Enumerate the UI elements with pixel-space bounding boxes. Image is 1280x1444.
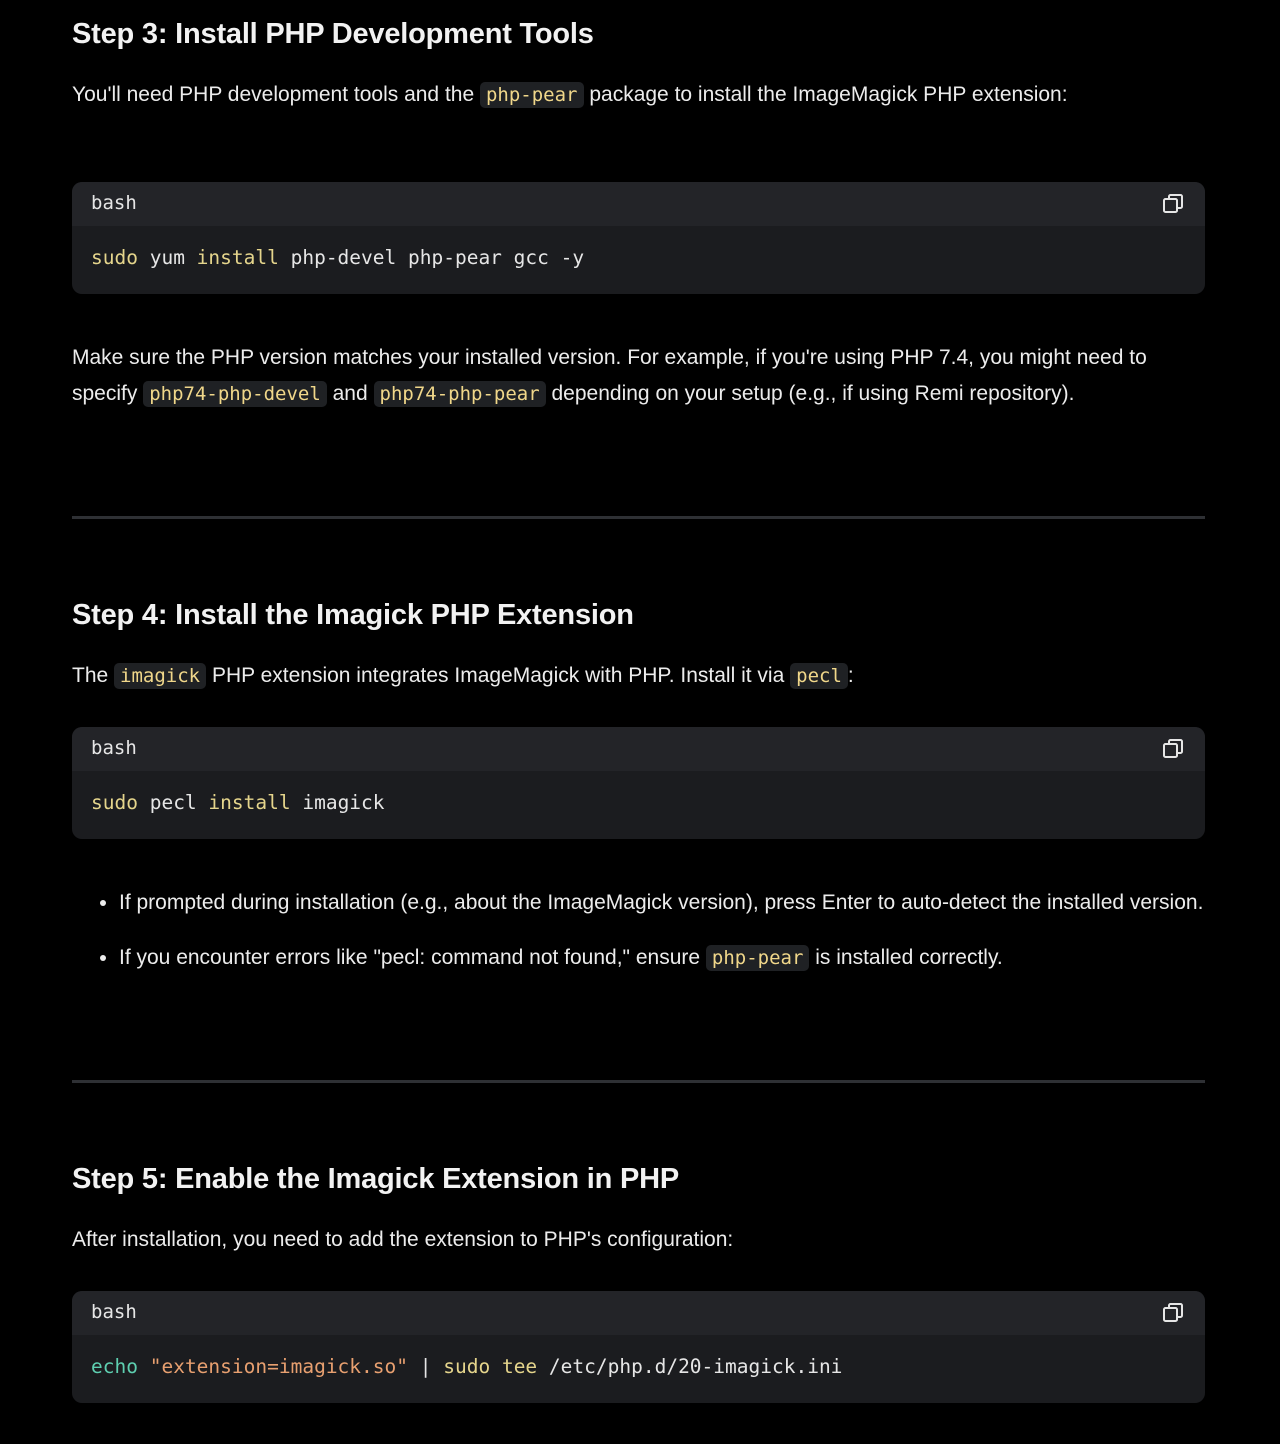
inline-code-php-pear: php-pear bbox=[480, 82, 584, 108]
list-item: • If prompted during installation (e.g., about the ImageMagick version), press Enter to auto-detect the installed version. bbox=[119, 885, 1252, 921]
code-block-step4 bbox=[72, 727, 1205, 839]
code-block-header bbox=[72, 1291, 1205, 1335]
code-block-step5 bbox=[72, 1291, 1205, 1403]
section-divider bbox=[72, 516, 1205, 519]
step5-intro: After installation, you need to add the extension to PHP's configuration: bbox=[72, 1228, 734, 1251]
code-block-body[interactable] bbox=[72, 226, 1205, 294]
code-block-body[interactable] bbox=[72, 1335, 1205, 1403]
code-block-step3 bbox=[72, 182, 1205, 294]
list-item: • If you encounter errors like "pecl: command not found," ensure php-pear is installed correctly. bbox=[119, 940, 1252, 977]
code-line: sudo pecl install imagick bbox=[91, 791, 385, 814]
step3-intro: You'll need PHP development tools and the php-pear package to install the ImageMagick PHP extension: bbox=[72, 83, 1068, 106]
inline-code-pecl: pecl bbox=[790, 663, 848, 689]
code-block-header bbox=[72, 727, 1205, 771]
step4-intro: The imagick PHP extension integrates ImageMagick with PHP. Install it via pecl : bbox=[72, 664, 854, 687]
code-block-header bbox=[72, 182, 1205, 226]
step3-heading: Step 3: Install PHP Development Tools bbox=[72, 18, 594, 50]
step4-bullet-list bbox=[72, 885, 1252, 976]
copy-icon[interactable] bbox=[1161, 737, 1185, 761]
step4-heading: Step 4: Install the Imagick PHP Extension bbox=[72, 599, 634, 631]
code-line: sudo yum install php-devel php-pear gcc -y bbox=[91, 246, 585, 269]
step3-note: Make sure the PHP version matches your installed version. For example, if you're using PHP 7.4, you might need to specify php74-php-devel and php74-php-pear depending on your setup (e.g., if using Remi repository). bbox=[72, 346, 1147, 405]
code-language-label: bash bbox=[91, 1301, 137, 1323]
code-language-label: bash bbox=[91, 192, 137, 214]
copy-icon[interactable] bbox=[1161, 1301, 1185, 1325]
section-divider bbox=[72, 1080, 1205, 1083]
step5-heading: Step 5: Enable the Imagick Extension in PHP bbox=[72, 1163, 679, 1195]
code-block-body[interactable] bbox=[72, 771, 1205, 839]
inline-code-php74-php-devel: php74-php-devel bbox=[143, 381, 327, 407]
inline-code-php-pear: php-pear bbox=[706, 945, 810, 971]
code-line: echo "extension=imagick.so" | sudo tee /etc/php.d/20-imagick.ini bbox=[91, 1355, 843, 1378]
code-language-label: bash bbox=[91, 737, 137, 759]
inline-code-imagick: imagick bbox=[114, 663, 206, 689]
copy-icon[interactable] bbox=[1161, 192, 1185, 216]
inline-code-php74-php-pear: php74-php-pear bbox=[374, 381, 546, 407]
